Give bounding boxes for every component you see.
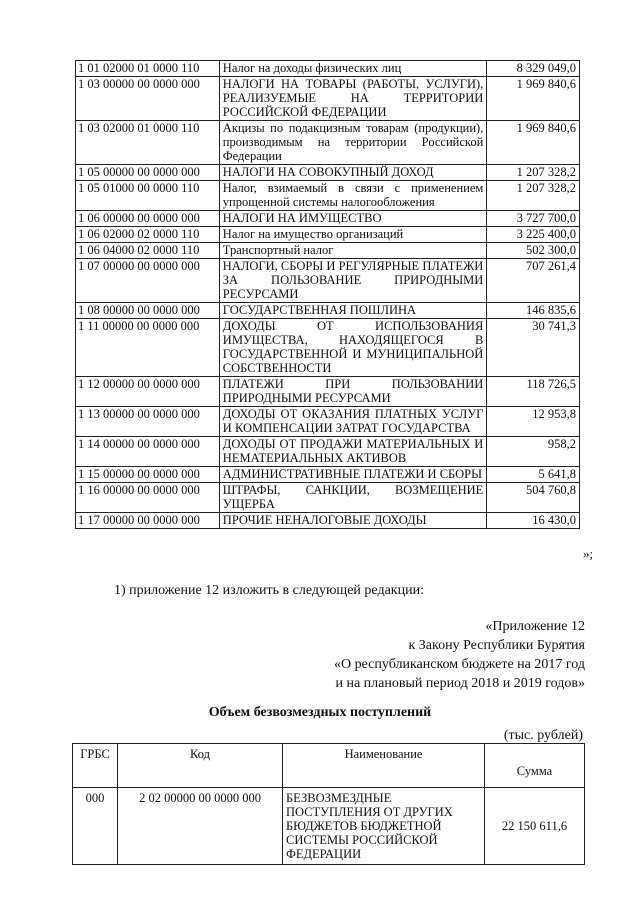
revenue-table bbox=[75, 60, 580, 529]
revenue-code: 1 07 00000 00 0000 000 bbox=[76, 259, 220, 303]
table-row bbox=[76, 61, 580, 77]
revenue-name: Налог на имущество организаций bbox=[219, 227, 487, 243]
grants-name: БЕЗВОЗМЕЗДНЫЕ ПОСТУПЛЕНИЯ ОТ ДРУГИХ БЮДЖЕТОВ БЮДЖЕТНОЙ СИСТЕМЫ РОССИЙСКОЙ ФЕДЕРАЦИИ bbox=[283, 788, 485, 865]
revenue-name: НАЛОГИ НА ИМУЩЕСТВО bbox=[219, 211, 487, 227]
revenue-sum: 1 969 840,6 bbox=[487, 121, 580, 165]
grants-sum: 22 150 611,6 bbox=[485, 788, 585, 865]
revenue-code: 1 06 02000 02 0000 110 bbox=[76, 227, 220, 243]
table-row bbox=[76, 227, 580, 243]
revenue-sum: 504 760,8 bbox=[487, 483, 580, 513]
revenue-name: ДОХОДЫ ОТ ОКАЗАНИЯ ПЛАТНЫХ УСЛУГ И КОМПЕНСАЦИИ ЗАТРАТ ГОСУДАРСТВА bbox=[219, 407, 487, 437]
table-row bbox=[76, 483, 580, 513]
quote-end-mark: »; bbox=[583, 546, 594, 561]
revenue-name: Акцизы по подакцизным товарам (продукции), производимым на территории Российской Федерации bbox=[219, 121, 487, 165]
revenue-sum: 146 835,6 bbox=[487, 303, 580, 319]
revenue-code: 1 03 00000 00 0000 000 bbox=[76, 77, 220, 121]
section-heading: Объем безвозмездных поступлений bbox=[208, 705, 432, 720]
table-row bbox=[76, 303, 580, 319]
revenue-code: 1 06 00000 00 0000 000 bbox=[76, 211, 220, 227]
revenue-name: ДОХОДЫ ОТ ПРОДАЖИ МАТЕРИАЛЬНЫХ И НЕМАТЕРИАЛЬНЫХ АКТИВОВ bbox=[219, 437, 487, 467]
table-row bbox=[76, 513, 580, 529]
revenue-code: 1 05 01000 00 0000 110 bbox=[76, 181, 220, 211]
revenue-sum: 118 726,5 bbox=[487, 377, 580, 407]
revenue-sum: 707 261,4 bbox=[487, 259, 580, 303]
grants-code: 2 02 00000 00 0000 000 bbox=[118, 788, 283, 865]
revenue-name: Транспортный налог bbox=[219, 243, 487, 259]
table-row bbox=[76, 437, 580, 467]
grants-table-body bbox=[73, 788, 585, 865]
grants-header-row bbox=[73, 744, 585, 788]
table-row bbox=[76, 165, 580, 181]
revenue-name: ПРОЧИЕ НЕНАЛОГОВЫЕ ДОХОДЫ bbox=[219, 513, 487, 529]
revenue-code: 1 01 02000 01 0000 110 bbox=[76, 61, 220, 77]
revenue-table-body bbox=[76, 61, 580, 529]
revenue-name: НАЛОГИ НА СОВОКУПНЫЙ ДОХОД bbox=[219, 165, 487, 181]
revenue-code: 1 11 00000 00 0000 000 bbox=[76, 319, 220, 377]
revenue-sum: 8 329 049,0 bbox=[487, 61, 580, 77]
revenue-code: 1 05 00000 00 0000 000 bbox=[76, 165, 220, 181]
revenue-sum: 5 641,8 bbox=[487, 467, 580, 483]
appendix-line-4: и на плановый период 2018 и 2019 годов» bbox=[335, 676, 585, 691]
header-grbs: ГРБС bbox=[73, 744, 118, 788]
revenue-name: ПЛАТЕЖИ ПРИ ПОЛЬЗОВАНИИ ПРИРОДНЫМИ РЕСУРСАМИ bbox=[219, 377, 487, 407]
revenue-sum: 16 430,0 bbox=[487, 513, 580, 529]
appendix-header bbox=[334, 617, 585, 693]
revenue-name: АДМИНИСТРАТИВНЫЕ ПЛАТЕЖИ И СБОРЫ bbox=[219, 467, 487, 483]
revenue-sum: 3 727 700,0 bbox=[487, 211, 580, 227]
revenue-sum: 1 969 840,6 bbox=[487, 77, 580, 121]
revenue-code: 1 15 00000 00 0000 000 bbox=[76, 467, 220, 483]
table-row bbox=[76, 211, 580, 227]
header-name: Наименование bbox=[283, 744, 485, 788]
revenue-name: ДОХОДЫ ОТ ИСПОЛЬЗОВАНИЯ ИМУЩЕСТВА, НАХОДЯЩЕГОСЯ В ГОСУДАРСТВЕННОЙ И МУНИЦИПАЛЬНОЙ СОБСТВЕННОСТИ bbox=[219, 319, 487, 377]
header-sum: Сумма bbox=[485, 744, 585, 788]
table-row bbox=[76, 77, 580, 121]
revenue-code: 1 14 00000 00 0000 000 bbox=[76, 437, 220, 467]
revenue-name: НАЛОГИ НА ТОВАРЫ (РАБОТЫ, УСЛУГИ), РЕАЛИЗУЕМЫЕ НА ТЕРРИТОРИИ РОССИЙСКОЙ ФЕДЕРАЦИИ bbox=[219, 77, 487, 121]
table-row bbox=[76, 377, 580, 407]
appendix-line-3: «О республиканском бюджете на 2017 год bbox=[334, 657, 585, 672]
revenue-code: 1 12 00000 00 0000 000 bbox=[76, 377, 220, 407]
revenue-name: ШТРАФЫ, САНКЦИИ, ВОЗМЕЩЕНИЕ УЩЕРБА bbox=[219, 483, 487, 513]
table-row bbox=[76, 259, 580, 303]
revenue-name: Налог на доходы физических лиц bbox=[219, 61, 487, 77]
revenue-name: ГОСУДАРСТВЕННАЯ ПОШЛИНА bbox=[219, 303, 487, 319]
table-row bbox=[76, 181, 580, 211]
table-row bbox=[76, 243, 580, 259]
header-code: Код bbox=[118, 744, 283, 788]
revenue-sum: 3 225 400,0 bbox=[487, 227, 580, 243]
revenue-sum: 30 741,3 bbox=[487, 319, 580, 377]
table-row bbox=[76, 467, 580, 483]
revenue-sum: 12 953,8 bbox=[487, 407, 580, 437]
revenue-name: НАЛОГИ, СБОРЫ И РЕГУЛЯРНЫЕ ПЛАТЕЖИ ЗА ПОЛЬЗОВАНИЕ ПРИРОДНЫМИ РЕСУРСАМИ bbox=[219, 259, 487, 303]
units-label: (тыс. рублей) bbox=[503, 728, 583, 743]
table-row bbox=[76, 407, 580, 437]
revenue-code: 1 08 00000 00 0000 000 bbox=[76, 303, 220, 319]
revenue-sum: 958,2 bbox=[487, 437, 580, 467]
table-row bbox=[76, 121, 580, 165]
revenue-name: Налог, взимаемый в связи с применением упрощенной системы налогообложения bbox=[219, 181, 487, 211]
table-row bbox=[76, 319, 580, 377]
revenue-code: 1 13 00000 00 0000 000 bbox=[76, 407, 220, 437]
revenue-sum: 1 207 328,2 bbox=[487, 181, 580, 211]
amendment-paragraph: 1) приложение 12 изложить в следующей редакции: bbox=[114, 583, 424, 598]
revenue-code: 1 06 04000 02 0000 110 bbox=[76, 243, 220, 259]
revenue-code: 1 17 00000 00 0000 000 bbox=[76, 513, 220, 529]
appendix-line-1: «Приложение 12 bbox=[485, 619, 585, 634]
revenue-sum: 1 207 328,2 bbox=[487, 165, 580, 181]
revenue-code: 1 16 00000 00 0000 000 bbox=[76, 483, 220, 513]
grants-table bbox=[72, 743, 585, 865]
appendix-line-2: к Закону Республики Бурятия bbox=[408, 638, 585, 653]
revenue-code: 1 03 02000 01 0000 110 bbox=[76, 121, 220, 165]
grants-grbs: 000 bbox=[73, 788, 118, 865]
table-row bbox=[73, 788, 585, 865]
revenue-sum: 502 300,0 bbox=[487, 243, 580, 259]
